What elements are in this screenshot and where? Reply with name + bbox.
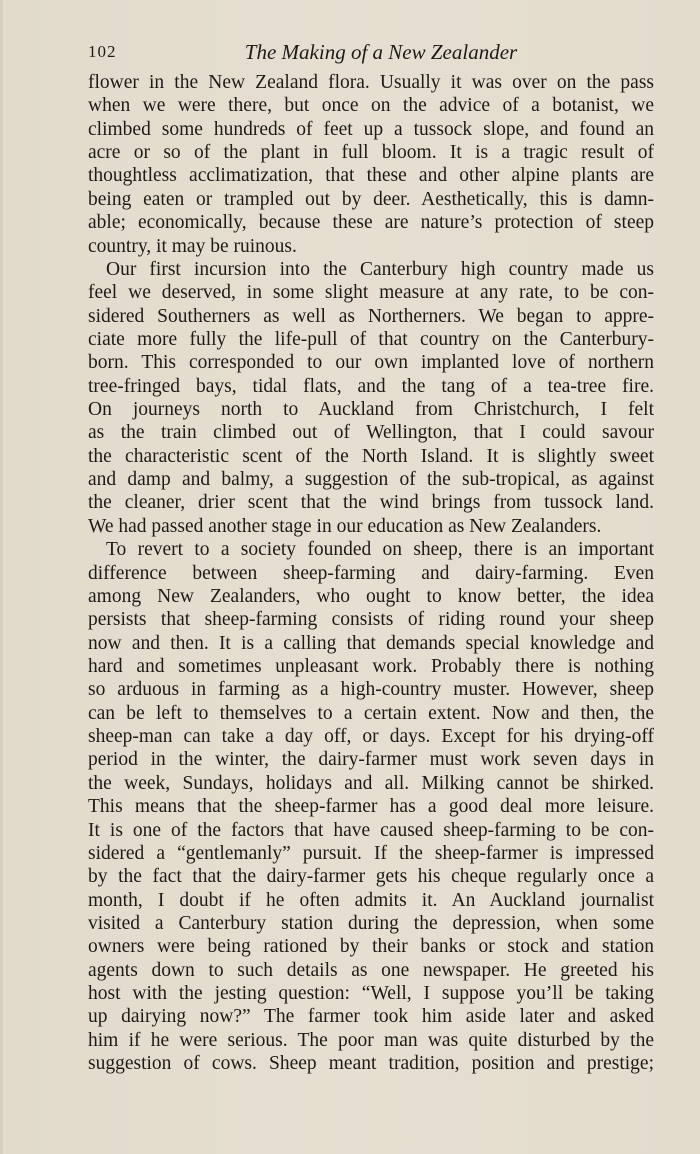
text-line: period in the winter, the dairy-farmer must work seven days in (88, 749, 654, 771)
text-line: and damp and balmy, a suggestion of the sub-tropical, as against (88, 469, 654, 491)
text-line: up dairying now?” The farmer took him aside later and asked (88, 1006, 654, 1028)
text-line: agents down to such details as one newspaper. He greeted his (88, 959, 654, 981)
text-line: visited a Canterbury station during the depression, when some (88, 912, 654, 934)
text-line: Our first incursion into the Canterbury high country made us (106, 258, 654, 280)
text-line: the characteristic scent of the North Island. It is slightly sweet (88, 445, 654, 467)
text-line: climbed some hundreds of feet up a tussock slope, and found an (88, 118, 654, 140)
text-line: To revert to a society founded on sheep, there is an important (106, 539, 654, 561)
text-line: the week, Sundays, holidays and all. Milking cannot be shirked. (88, 772, 654, 794)
text-line: country, it may be ruinous. (88, 235, 297, 257)
text-line: sidered a “gentlemanly” pursuit. If the sheep-farmer is impressed (88, 842, 654, 864)
text-line: born. This corresponded to our own implanted love of northern (88, 352, 654, 374)
text-line: It is one of the factors that have caused sheep-farming to be con- (88, 819, 654, 841)
text-line: acre or so of the plant in full bloom. It is a tragic result of (88, 142, 654, 164)
text-line: tree-fringed bays, tidal flats, and the tang of a tea-tree fire. (88, 375, 654, 397)
text-line: feel we deserved, in some slight measure at any rate, to be con- (88, 282, 654, 304)
text-line: so arduous in farming as a high-country muster. However, sheep (88, 679, 654, 701)
text-line: by the fact that the dairy-farmer gets his cheque regularly once a (88, 866, 654, 888)
text-line: ciate more fully the life-pull of that country on the Canterbury- (88, 328, 654, 350)
page-header (88, 38, 654, 68)
text-line: when we were there, but once on the advice of a botanist, we (88, 95, 654, 117)
running-title: The Making of a New Zealander (244, 40, 518, 64)
text-line: as the train climbed out of Wellington, that I could savour (88, 422, 654, 444)
text-line: We had passed another stage in our education as New Zealanders. (88, 515, 602, 537)
text-line: now and then. It is a calling that demands special knowledge and (88, 632, 654, 654)
text-line: owners were being rationed by their banks or stock and station (88, 936, 654, 958)
text-line: sheep-man can take a day off, or days. Except for his drying-off (88, 726, 654, 748)
text-line: him if he were serious. The poor man was quite disturbed by the (88, 1029, 654, 1051)
text-line: hard and sometimes unpleasant work. Probably there is nothing (88, 655, 654, 677)
text-line: On journeys north to Auckland from Christchurch, I felt (88, 399, 654, 421)
text-line: flower in the New Zealand flora. Usually it was over on the pass (88, 72, 654, 93)
text-line: among New Zealanders, who ought to know better, the idea (88, 585, 654, 607)
page-edge (0, 0, 3, 1154)
text-line: host with the jesting question: “Well, I suppose you’ll be taking (88, 983, 654, 1005)
body-text (88, 71, 654, 1075)
text-line: the cleaner, drier scent that the wind brings from tussock land. (88, 492, 654, 514)
text-line: able; economically, because these are nature’s protection of steep (88, 212, 654, 234)
text-line: sidered Southerners as well as Northerners. We began to appre- (88, 305, 654, 327)
page-number: 102 (88, 42, 117, 61)
text-line: thoughtless acclimatization, that these and other alpine plants are (88, 165, 654, 187)
text-line: suggestion of cows. Sheep meant tradition, position and prestige; (88, 1053, 654, 1075)
text-line: month, I doubt if he often admits it. An Auckland journalist (88, 889, 654, 911)
text-line: difference between sheep-farming and dairy-farming. Even (88, 562, 654, 584)
text-line: being eaten or trampled out by deer. Aesthetically, this is damn- (88, 188, 654, 210)
text-line: can be left to themselves to a certain extent. Now and then, the (88, 702, 654, 724)
text-line: This means that the sheep-farmer has a good deal more leisure. (88, 796, 654, 818)
text-line: persists that sheep-farming consists of riding round your sheep (88, 609, 654, 631)
